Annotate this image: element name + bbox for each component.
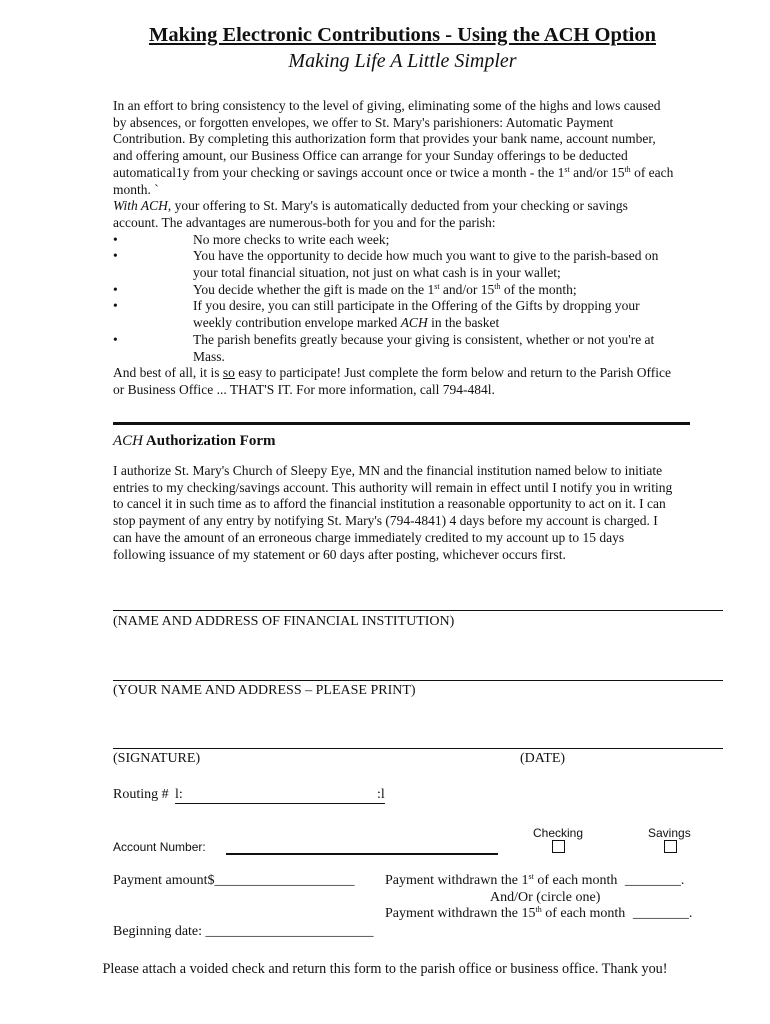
list-item-text: If you desire, you can still participate in the Offering of the Gifts by dropping your [193, 298, 640, 314]
closing-line: or Business Office ... THAT'S IT. For more information, call 794-484l. [113, 381, 495, 397]
intro-paragraph [113, 98, 703, 198]
checking-checkbox[interactable] [552, 840, 565, 853]
list-item-text: of the month; [500, 281, 577, 297]
list-item-text: Mass. [193, 348, 225, 364]
form-title-ach: ACH [113, 433, 143, 449]
authorization-text [113, 463, 698, 563]
signature-label: (SIGNATURE) [113, 751, 201, 766]
list-item [113, 282, 703, 299]
auth-line: following issuance of my statement or 60 days after posting, whichever occurs first. [113, 546, 566, 562]
date-label: (DATE) [520, 751, 566, 766]
list-item-text: No more checks to write each week; [193, 231, 390, 247]
bank-name-field[interactable] [113, 610, 723, 611]
intro-line: and offering amount, our Business Office can arrange for your Sunday offerings to be deducted [113, 148, 628, 164]
auth-line: can have the amount of an erroneous charge immediately credited to my account up to 15 days [113, 529, 625, 545]
intro-line: In an effort to bring consistency to the level of giving, eliminating some of the highs and lows caused [113, 98, 661, 113]
checking-label: Checking [533, 826, 584, 840]
closing-line: And best of all, it is [113, 365, 223, 381]
ach-emphasis: ACH [400, 315, 428, 331]
account-number-field[interactable] [226, 853, 498, 855]
routing-field[interactable] [175, 787, 385, 804]
bank-name-label: (NAME AND ADDRESS OF FINANCIAL INSTITUTION) [113, 614, 455, 629]
intro-line: automatical1y from your checking or savings account once or twice a month - the 1 [113, 164, 565, 180]
account-number-label: Account Number: [113, 840, 206, 854]
auth-line: stop payment of any entry by notifying St. Mary's (794-4841) 4 days before my account is charged. I [113, 513, 658, 529]
list-item-text: You decide whether the gift is made on the 1 [193, 281, 435, 297]
payment-amount-label: Payment amount$ [113, 873, 215, 888]
closing-paragraph [113, 365, 703, 398]
list-item-text: weekly contribution envelope marked [193, 315, 401, 331]
ach-paragraph [113, 198, 703, 231]
withdraw-first-blank[interactable]: ________. [624, 873, 685, 888]
list-item-text: and/or 15 [439, 281, 495, 297]
section-divider [113, 422, 690, 425]
closing-line: easy to participate! Just complete the form below and return to the Parish Office [234, 365, 672, 381]
ach-emphasis: With ACH [113, 198, 168, 214]
intro-line: of each [630, 164, 674, 180]
list-item-text: your total financial situation, not just on what cash is in your wallet; [193, 265, 561, 281]
list-item [113, 298, 703, 331]
withdraw-first-text: Payment withdrawn the 1 [385, 873, 529, 888]
your-name-label: (YOUR NAME AND ADDRESS – PLEASE PRINT) [113, 683, 416, 698]
routing-end-mark: :l [377, 787, 385, 802]
withdraw-first-option[interactable] [385, 873, 684, 889]
savings-checkbox[interactable] [664, 840, 677, 853]
page-subtitle: Making Life A Little Simpler [288, 50, 517, 72]
withdraw-first-text: of each month [533, 873, 618, 888]
savings-label: Savings [648, 826, 691, 840]
intro-line: by absences, or forgotten envelopes, we offer to St. Mary's parishioners: Automatic Payment [113, 114, 614, 130]
withdraw-fifteenth-text: Payment withdrawn the 15 [385, 906, 536, 921]
list-item [113, 332, 703, 365]
form-title-text: Authorization Form [143, 433, 276, 449]
withdraw-fifteenth-option[interactable] [385, 906, 692, 922]
intro-line: Contribution. By completing this authorization form that provides your bank name, account number, [113, 131, 656, 147]
list-item-text: in the basket [427, 315, 500, 331]
routing-label: Routing # [113, 787, 169, 802]
signature-field[interactable] [113, 748, 723, 749]
ordinal-suffix: th [624, 164, 631, 174]
bullet-icon: • [113, 281, 118, 297]
ach-line: account. The advantages are numerous-both for you and for the parish: [113, 214, 496, 230]
page-title: Making Electronic Contributions - Using the ACH Option [148, 24, 657, 46]
form-title [113, 433, 276, 450]
ordinal-suffix: st [528, 872, 534, 881]
auth-line: entries to my checking/savings account. This authority will remain in effect until I notify you in writing [113, 479, 673, 495]
auth-line: I authorize St. Mary's Church of Sleepy Eye, MN and the financial institution named below to initiate [113, 463, 663, 478]
withdraw-fifteenth-blank[interactable]: ________. [632, 906, 693, 921]
routing-value: l: [175, 787, 183, 802]
bullet-icon: • [113, 248, 118, 264]
ordinal-suffix: th [535, 905, 542, 914]
ordinal-suffix: st [434, 281, 440, 291]
advantages-list [113, 232, 703, 366]
list-item-text: The parish benefits greatly because your giving is consistent, whether or not you're at [193, 331, 655, 347]
your-name-field[interactable] [113, 680, 723, 681]
footer-instruction: Please attach a voided check and return this form to the parish office or business office. Thank you! [102, 961, 668, 977]
beginning-date-field[interactable]: ________________________ [205, 924, 374, 939]
intro-line: and/or 15 [569, 164, 625, 180]
list-item-text: You have the opportunity to decide how much you want to give to the parish-based on [193, 248, 659, 264]
payment-amount-field[interactable]: ____________________ [214, 873, 355, 888]
ach-line: , your offering to St. Mary's is automatically deducted from your checking or savings [167, 198, 628, 214]
intro-line: month. ` [113, 181, 159, 197]
bullet-icon: • [113, 231, 118, 247]
ordinal-suffix: th [494, 281, 501, 291]
andor-note: And/Or (circle one) [490, 890, 601, 905]
withdraw-fifteenth-text: of each month [541, 906, 626, 921]
beginning-date-label: Beginning date: [113, 924, 203, 939]
so-emphasis: so [222, 365, 235, 381]
ordinal-suffix: st [564, 164, 570, 174]
intro-section [113, 98, 703, 399]
list-item [113, 232, 703, 249]
payment-amount-row [113, 873, 355, 889]
auth-line: to cancel it in such time as to afford the financial institution a reasonable opportunity to act on it. I can [113, 496, 666, 512]
list-item [113, 248, 703, 281]
bullet-icon: • [113, 298, 118, 314]
beginning-date-row [113, 924, 374, 940]
bullet-icon: • [113, 331, 118, 347]
